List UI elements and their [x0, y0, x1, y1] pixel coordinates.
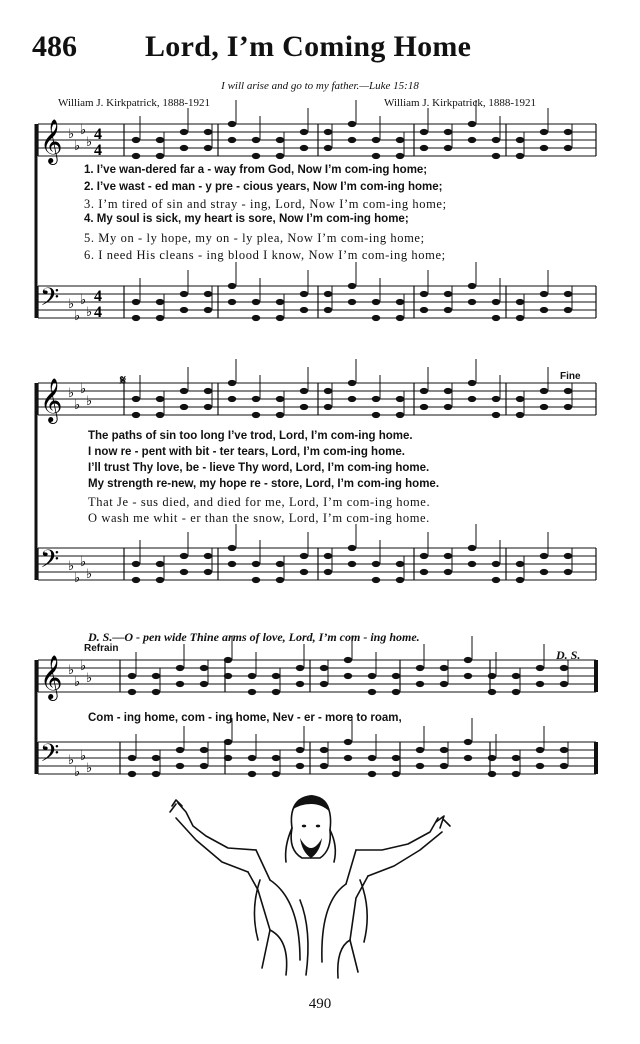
flat-sign: ♭ — [68, 663, 75, 678]
flat-sign: ♭ — [74, 309, 81, 324]
flat-sign: ♭ — [86, 567, 93, 582]
flat-sign: ♭ — [74, 398, 81, 413]
flat-sign: ♭ — [80, 659, 87, 674]
verse-5-line-a: 5. My on - ly hope, my on - ly plea, Now I’m com-ing home; — [84, 231, 425, 245]
time-signature: 4 — [94, 126, 102, 143]
flat-sign: ♭ — [86, 394, 93, 409]
verse-2-line-b: I now re - pent with bit - ter tears, Lord, I’m com-ing home. — [88, 446, 405, 458]
verse-3-line-a: 3. I’m tired of sin and stray - ing, Lord, Now I’m com-ing home; — [84, 197, 447, 211]
verse-4-line-b: My strength re-new, my hope re - store, Lord, I’m com-ing home. — [88, 478, 440, 490]
flat-sign: ♭ — [68, 753, 75, 768]
flat-sign: ♭ — [74, 139, 81, 154]
flat-sign: ♭ — [86, 135, 93, 150]
flat-sign: ♭ — [68, 127, 75, 142]
hymn-title: Lord, I’m Coming Home — [145, 30, 472, 63]
bass-clef: 𝄢 — [40, 545, 60, 580]
flat-sign: ♭ — [68, 386, 75, 401]
flat-sign: ♭ — [80, 293, 87, 308]
flat-sign: ♭ — [86, 305, 93, 320]
flat-sign: ♭ — [86, 671, 93, 686]
refrain-lyric: Com - ing home, com - ing home, Nev - er - more to roam, — [88, 712, 402, 724]
dal-segno-line: D. S.—O - pen wide Thine arms of love, Lord, I’m com - ing home. — [88, 630, 420, 644]
refrain-label: Refrain — [84, 643, 119, 654]
hymn-number: 486 — [32, 30, 77, 63]
flat-sign: ♭ — [80, 555, 87, 570]
flat-sign: ♭ — [68, 297, 75, 312]
bass-clef: 𝄢 — [40, 283, 60, 318]
verse-6-line-b: O wash me whit - er than the snow, Lord, I’m com-ing home. — [88, 511, 430, 525]
flat-sign: ♭ — [86, 761, 93, 776]
flat-sign: ♭ — [74, 765, 81, 780]
ds-mark: D. S. — [556, 648, 581, 662]
verse-2-line-a: 2. I’ve wast - ed man - y pre - cious years, Now I’m com-ing home; — [84, 181, 443, 193]
treble-clef: 𝄞 — [40, 378, 63, 422]
flat-sign: ♭ — [80, 382, 87, 397]
verse-3-line-b: I’ll trust Thy love, be - lieve Thy word, Lord, I’m com-ing home. — [88, 462, 430, 474]
scripture-reference: I will arise and go to my father.—Luke 15:18 — [221, 80, 419, 92]
words-credit: William J. Kirkpatrick, 1888-1921 — [58, 97, 211, 109]
time-signature: 4 — [94, 142, 102, 159]
treble-clef: 𝄞 — [40, 119, 63, 163]
verse-1-line-a: 1. I’ve wan-dered far a - way from God, Now I’m com-ing home; — [84, 164, 428, 176]
verse-5-line-b: That Je - sus died, and died for me, Lord, I’m com-ing home. — [88, 495, 431, 509]
segno-sign: 𝄋 — [120, 372, 127, 388]
time-signature: 4 — [94, 288, 102, 305]
flat-sign: ♭ — [68, 559, 75, 574]
fine-mark: Fine — [560, 371, 581, 382]
verse-1-line-b: The paths of sin too long I’ve trod, Lord, I’m com-ing home. — [88, 430, 413, 442]
treble-clef: 𝄞 — [40, 655, 63, 699]
bass-clef: 𝄢 — [40, 739, 60, 774]
time-signature: 4 — [94, 304, 102, 321]
flat-sign: ♭ — [80, 123, 87, 138]
flat-sign: ♭ — [80, 749, 87, 764]
verse-6-line-a: 6. I need His cleans - ing blood I know, Now I’m com-ing home; — [84, 248, 446, 262]
flat-sign: ♭ — [74, 571, 81, 586]
music-credit: William J. Kirkpatrick, 1888-1921 — [384, 97, 537, 109]
verse-4-line-a: 4. My soul is sick, my heart is sore, Now I’m com-ing home; — [84, 213, 409, 225]
flat-sign: ♭ — [74, 675, 81, 690]
page-number: 490 — [308, 996, 332, 1012]
